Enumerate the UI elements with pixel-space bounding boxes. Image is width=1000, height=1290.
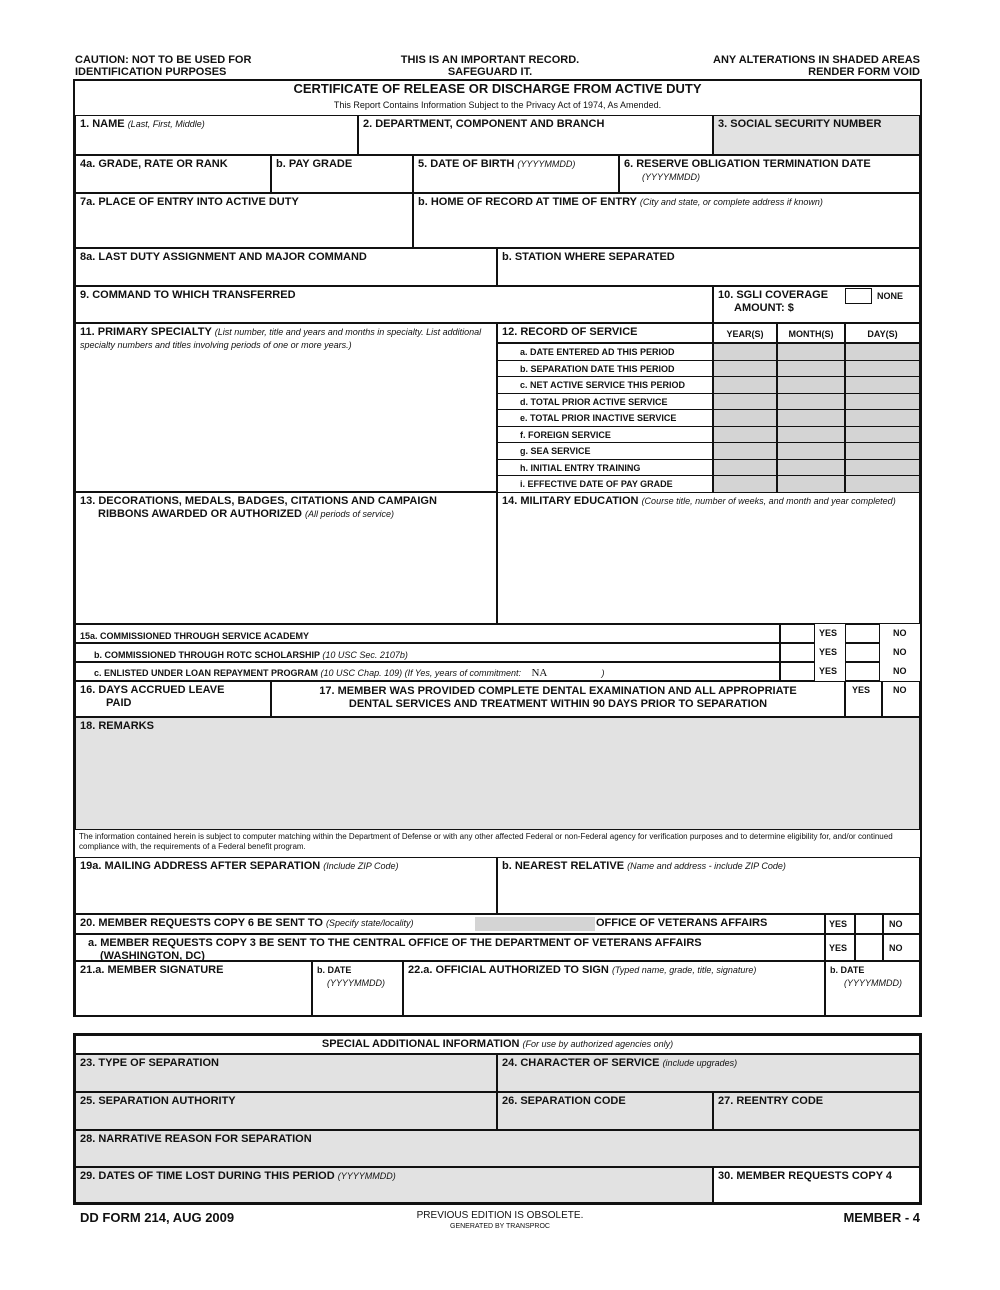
field-20a-label-2: (WASHINGTON, DC) [100,950,205,961]
caution-line-1: CAUTION: NOT TO BE USED FOR [75,54,252,66]
field-5-hint: (YYYYMMDD) [517,159,576,169]
special-info-header [75,1035,920,1054]
field-6-label: 6. RESERVE OBLIGATION TERMINATION DATE [624,158,871,170]
field-19b-nearest-relative[interactable] [497,857,920,914]
field-15b-rotc[interactable] [75,643,780,662]
field-20-label: 20. MEMBER REQUESTS COPY 6 BE SENT TO [80,917,323,929]
field-11-label: 11. PRIMARY SPECIALTY [80,326,212,338]
generated-by: GENERATED BY TRANSPROC [450,1223,550,1230]
field-28-label: 28. NARRATIVE REASON FOR SEPARATION [80,1133,312,1145]
field-4b-pay-grade[interactable] [271,155,413,193]
field-28-narrative[interactable] [75,1130,920,1167]
field-15a-label: 15a. COMMISSIONED THROUGH SERVICE ACADEMY [80,631,310,641]
field-27-label: 27. REENTRY CODE [718,1095,824,1107]
alteration-warning [713,54,920,78]
field-29-label: 29. DATES OF TIME LOST DURING THIS PERIOD [80,1170,335,1182]
field-15b-no-label: NO [893,647,907,657]
field-30-copy-4[interactable] [713,1167,920,1203]
field-20a-label-1: a. MEMBER REQUESTS COPY 3 BE SENT TO THE CENTRAL OFFICE OF THE DEPARTMENT OF VETERANS AFFAIRS [88,937,702,949]
field-16-label-1: 16. DAYS ACCRUED LEAVE [80,684,225,696]
record-days-cell[interactable] [845,393,920,411]
field-19b-hint: (Name and address - include ZIP Code) [627,861,786,871]
field-19a-mailing-address[interactable] [75,857,497,914]
computer-matching-notice: The information contained herein is subject to computer matching within the Department of Defense or with any other affected Federal or non-Federal agency for verification purposes and to determine eligibility for, and/or continued compliance with, the requirements of a Federal benefit program. [79,832,893,851]
field-15b-yes-box[interactable] [780,643,815,662]
field-24-hint: (include upgrades) [662,1058,738,1068]
record-of-service-label: b. SEPARATION DATE THIS PERIOD [497,360,713,378]
field-21b-label: b. DATE [317,965,352,975]
alteration-line-1: ANY ALTERATIONS IN SHADED AREAS [713,54,920,66]
field-7a-label: 7a. PLACE OF ENTRY INTO ACTIVE DUTY [80,196,299,208]
copy-designation: MEMBER - 4 [843,1210,920,1225]
record-of-service-label: d. TOTAL PRIOR ACTIVE SERVICE [497,393,713,411]
field-29-time-lost[interactable] [75,1167,713,1203]
field-20a-no-label: NO [889,943,903,953]
field-25-authority[interactable] [75,1092,497,1130]
field-13-label-1: 13. DECORATIONS, MEDALS, BADGES, CITATIONS AND CAMPAIGN [80,495,437,507]
record-days-cell[interactable] [845,343,920,361]
field-8a-last-duty[interactable] [75,248,497,286]
record-of-service-label: f. FOREIGN SERVICE [497,426,713,444]
field-15a-no-label: NO [893,628,907,638]
form-title: CERTIFICATE OF RELEASE OR DISCHARGE FROM ACTIVE DUTY [293,81,702,96]
field-20a-copy-3[interactable] [75,934,825,961]
field-15c-years-value[interactable]: NA [523,667,601,681]
caution-text [75,54,251,78]
field-20-yes-label: YES [829,919,848,929]
field-21a-member-signature[interactable] [75,961,312,1016]
record-days-cell[interactable] [845,409,920,427]
field-4b-label: b. PAY GRADE [276,158,353,170]
field-5-dob[interactable] [413,155,619,193]
record-years-cell[interactable] [713,426,777,444]
field-13-label-2: RIBBONS AWARDED OR AUTHORIZED [98,508,302,520]
field-26-label: 26. SEPARATION CODE [502,1095,626,1107]
field-22b-label: b. DATE [830,965,865,975]
field-25-label: 25. SEPARATION AUTHORITY [80,1095,236,1107]
record-months-cell[interactable] [777,459,845,477]
field-7b-hint: (City and state, or complete address if known) [639,197,823,207]
record-of-service-label: g. SEA SERVICE [497,442,713,460]
field-4a-label: 4a. GRADE, RATE OR RANK [80,158,228,170]
field-15a-yes-box[interactable] [780,624,815,643]
field-13-hint: (All periods of service) [304,509,395,519]
field-20-no-label: NO [889,919,903,929]
field-22a-label: 22.a. OFFICIAL AUTHORIZED TO SIGN [408,964,609,976]
field-15c-label: c. ENLISTED UNDER LOAN REPAYMENT PROGRAM [94,668,319,678]
special-info-title: SPECIAL ADDITIONAL INFORMATION [321,1038,520,1050]
field-15b-label: b. COMMISSIONED THROUGH ROTC SCHOLARSHIP [94,650,320,660]
field-15c-loan-repayment[interactable] [75,662,780,681]
field-24-label: 24. CHARACTER OF SERVICE [502,1057,660,1069]
record-years-cell[interactable] [713,442,777,460]
record-of-service-label: i. EFFECTIVE DATE OF PAY GRADE [497,475,713,493]
field-17-yes-label: YES [852,685,871,695]
field-15c-hint: (10 USC Chap. 109) (If Yes, years of commitment: [320,668,521,678]
field-6-hint: (YYYYMMDD) [642,172,700,182]
field-20-hint: (Specify state/locality) [325,918,414,928]
alteration-line-2: RENDER FORM VOID [808,66,920,78]
record-months-cell[interactable] [777,442,845,460]
field-15c-no-box[interactable] [845,662,880,681]
field-20-copy-6[interactable] [75,914,825,934]
field-29-hint: (YYYYMMDD) [337,1171,396,1181]
field-7a-place-of-entry[interactable] [75,193,413,248]
privacy-notice: This Report Contains Information Subject to the Privacy Act of 1974, As Amended. [333,100,662,110]
field-1-hint: (Last, First, Middle) [127,119,205,129]
field-22a-hint: (Typed name, grade, title, signature) [611,965,757,975]
field-16-leave-paid[interactable] [75,681,271,717]
field-17-label-1: 17. MEMBER WAS PROVIDED COMPLETE DENTAL EXAMINATION AND ALL APPROPRIATE [319,685,797,697]
obsolete-notice: PREVIOUS EDITION IS OBSOLETE. [416,1210,584,1221]
field-12-header [497,323,713,343]
record-of-service-label: e. TOTAL PRIOR INACTIVE SERVICE [497,409,713,427]
field-14-hint: (Course title, number of weeks, and month and year completed) [641,496,896,506]
field-19a-label: 19a. MAILING ADDRESS AFTER SEPARATION [80,860,321,872]
field-10-label: 10. SGLI COVERAGE [718,289,829,301]
field-8b-label: b. STATION WHERE SEPARATED [502,251,675,263]
field-17-label-2: DENTAL SERVICES AND TREATMENT WITHIN 90 DAYS PRIOR TO SEPARATION [348,698,768,710]
field-30-label: 30. MEMBER REQUESTS COPY 4 [718,1170,893,1182]
field-14-education[interactable] [497,492,920,624]
record-years-cell[interactable] [713,459,777,477]
field-15c-no-label: NO [893,666,907,676]
field-10-amount: AMOUNT: $ [734,302,794,314]
field-3-label: 3. SOCIAL SECURITY NUMBER [718,118,882,130]
field-15a-yes-label: YES [819,628,838,638]
field-12-years-header: YEAR(S) [713,323,777,343]
caution-line-2: IDENTIFICATION PURPOSES [75,66,227,78]
record-months-cell[interactable] [777,475,845,493]
field-16-label-2: PAID [106,697,132,709]
sgli-none-label: NONE [877,291,904,301]
field-7b-home-of-record[interactable] [413,193,920,248]
record-months-cell[interactable] [777,393,845,411]
record-months-cell[interactable] [777,426,845,444]
field-20-locality-input[interactable] [475,917,595,931]
record-days-cell[interactable] [845,376,920,394]
field-4a-grade[interactable] [75,155,271,193]
record-months-cell[interactable] [777,376,845,394]
field-20-yes-check[interactable] [855,914,883,934]
record-days-cell[interactable] [845,459,920,477]
field-21b-hint: (YYYYMMDD) [327,978,385,988]
field-13-decorations[interactable] [75,492,497,624]
field-21b-date[interactable] [312,961,403,1016]
special-info-hint: (For use by authorized agencies only) [522,1039,674,1049]
field-19b-label: b. NEAREST RELATIVE [502,860,625,872]
field-15a-no-box[interactable] [845,624,880,643]
record-of-service-label: c. NET ACTIVE SERVICE THIS PERIOD [497,376,713,394]
field-6-reserve-date[interactable] [619,155,920,193]
field-11-hint: (List number, title and years and months in specialty. List additional specialty numbers and titles involving periods of one or more years.) [80,327,482,350]
record-years-cell[interactable] [713,360,777,378]
field-12-months-header: MONTH(S) [777,323,845,343]
record-years-cell[interactable] [713,475,777,493]
field-20a-yes-label: YES [829,943,848,953]
field-22b-hint: (YYYYMMDD) [844,978,902,988]
important-line-1: THIS IS AN IMPORTANT RECORD. [400,54,580,66]
record-of-service-label: h. INITIAL ENTRY TRAINING [497,459,713,477]
field-12-days-header: DAY(S) [845,323,920,343]
field-15b-no-box[interactable] [845,643,880,662]
field-3-ssn[interactable] [713,115,920,155]
field-7b-label: b. HOME OF RECORD AT TIME OF ENTRY [418,196,637,208]
record-days-cell[interactable] [845,426,920,444]
field-22a-official[interactable] [403,961,825,1016]
record-days-cell[interactable] [845,475,920,493]
important-line-2: SAFEGUARD IT. [447,66,533,78]
field-15c-yes-label: YES [819,666,838,676]
field-21a-label: 21.a. MEMBER SIGNATURE [80,964,224,976]
record-years-cell[interactable] [713,376,777,394]
field-18-remarks[interactable] [75,717,920,830]
field-26-separation-code[interactable] [497,1092,713,1130]
form-number: DD FORM 214, AUG 2009 [80,1210,235,1225]
field-15c-close: ) [601,668,605,678]
field-2-department[interactable] [358,115,713,155]
important-text [340,54,640,78]
field-15b-yes-label: YES [819,647,838,657]
field-20-office-label: OFFICE OF VETERANS AFFAIRS [596,917,768,929]
record-months-cell[interactable] [777,409,845,427]
field-20a-yes-check[interactable] [855,934,883,961]
record-years-cell[interactable] [713,393,777,411]
record-months-cell[interactable] [777,360,845,378]
field-15a-academy[interactable] [75,624,780,643]
field-11-specialty[interactable] [75,323,497,492]
record-years-cell[interactable] [713,343,777,361]
field-15b-hint: (10 USC Sec. 2107b) [322,650,408,660]
field-17-dental [271,681,845,717]
field-17-no-label: NO [893,685,907,695]
field-19a-hint: (Include ZIP Code) [323,861,399,871]
sgli-none-checkbox[interactable] [845,288,872,304]
record-months-cell[interactable] [777,343,845,361]
field-9-command[interactable] [75,286,713,323]
field-23-type-separation[interactable] [75,1054,497,1092]
field-2-label: 2. DEPARTMENT, COMPONENT AND BRANCH [363,118,605,130]
field-14-label: 14. MILITARY EDUCATION [502,495,639,507]
field-18-label: 18. REMARKS [80,720,154,732]
record-years-cell[interactable] [713,409,777,427]
record-days-cell[interactable] [845,360,920,378]
field-23-label: 23. TYPE OF SEPARATION [80,1057,219,1069]
field-9-label: 9. COMMAND TO WHICH TRANSFERRED [80,289,296,301]
field-15c-yes-box[interactable] [780,662,815,681]
field-12-label: 12. RECORD OF SERVICE [502,326,638,338]
field-27-reentry-code[interactable] [713,1092,920,1130]
field-5-label: 5. DATE OF BIRTH [418,158,515,170]
field-1-name[interactable] [75,115,358,155]
record-days-cell[interactable] [845,442,920,460]
field-8b-station[interactable] [497,248,920,286]
field-8a-label: 8a. LAST DUTY ASSIGNMENT AND MAJOR COMMAND [80,251,367,263]
field-22b-date[interactable] [825,961,920,1016]
record-of-service-label: a. DATE ENTERED AD THIS PERIOD [497,343,713,361]
field-1-label: 1. NAME [80,118,125,130]
field-24-character[interactable] [497,1054,920,1092]
